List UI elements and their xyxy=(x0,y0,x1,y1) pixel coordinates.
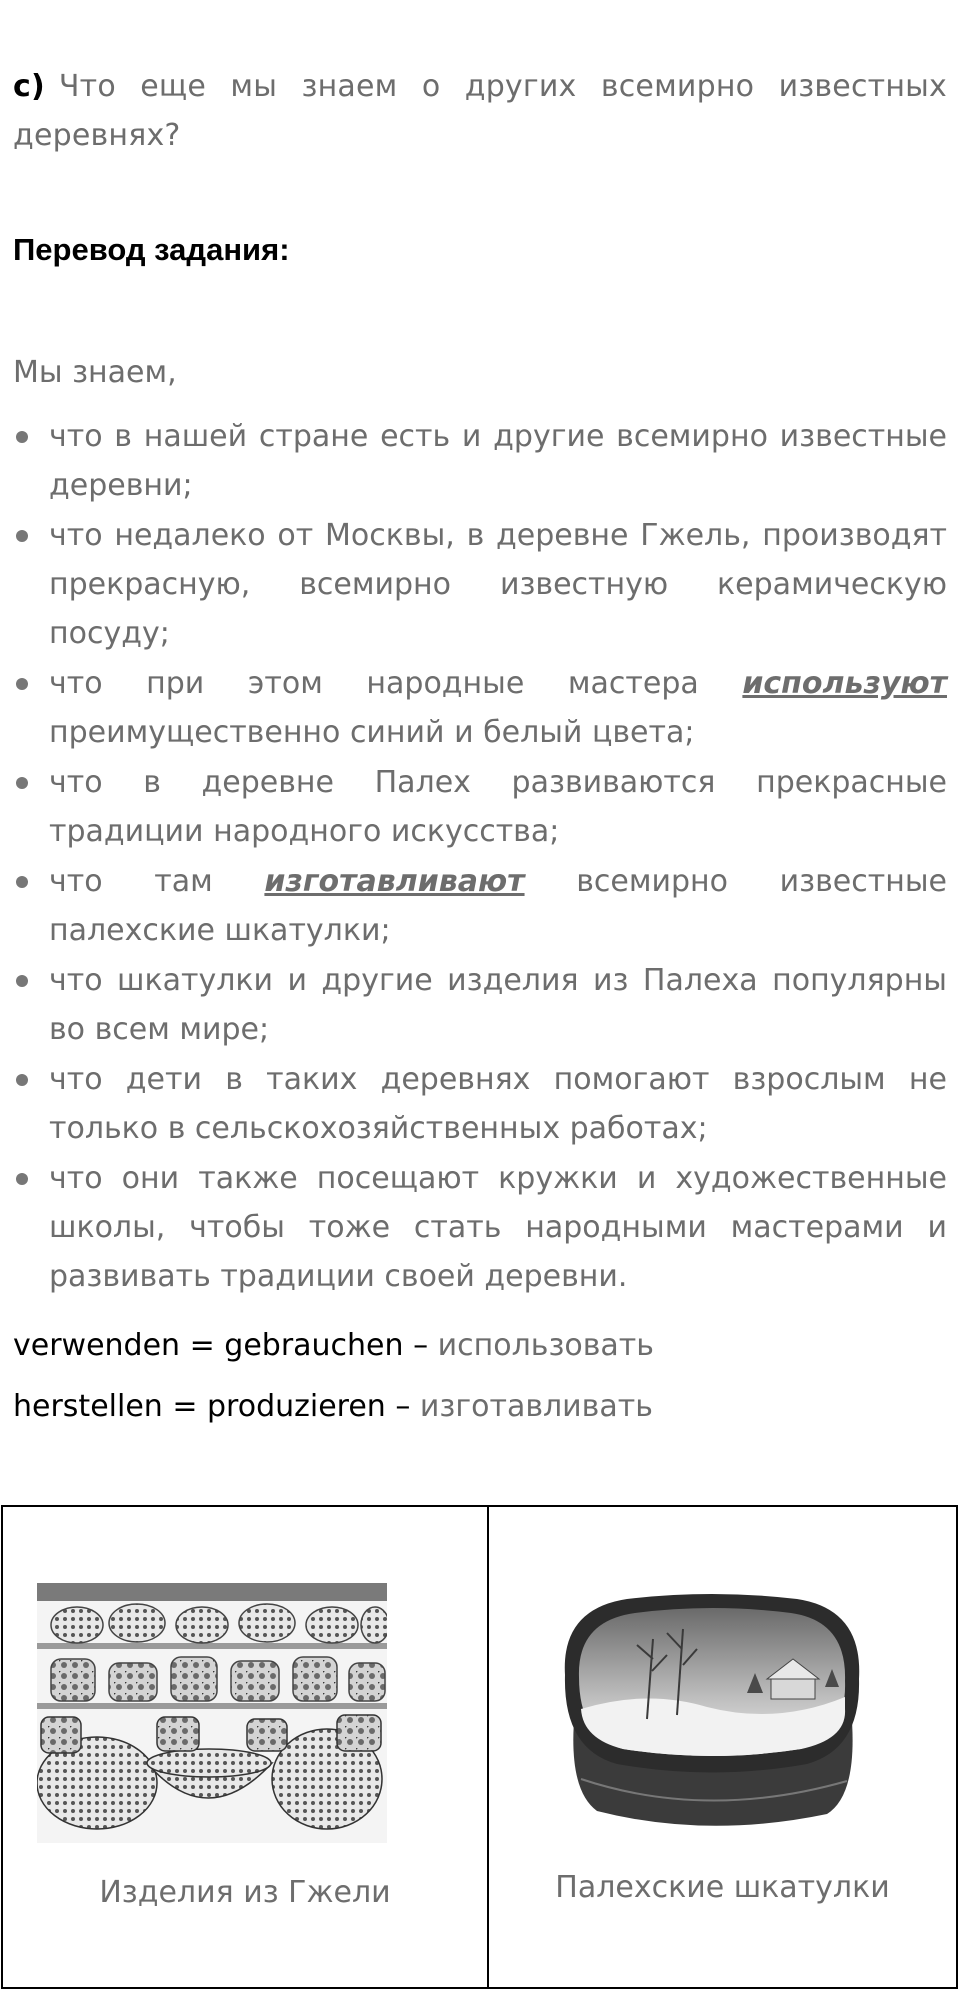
section-title: Перевод задания: xyxy=(13,232,290,267)
image-cell-palekh xyxy=(489,1507,956,1987)
list-item: что недалеко от Москвы, в деревне Гжель, производят прекрасную, всемирно известную керамическую посуду; xyxy=(13,511,947,658)
list-item: что в нашей стране есть и другие всемирно известные деревни; xyxy=(13,412,947,510)
vocab-line-verwenden: verwenden = gebrauchen – использовать xyxy=(13,1328,654,1363)
image-table xyxy=(1,1505,958,1989)
question-marker: c) xyxy=(13,69,45,104)
highlighted-verb: изготавливают xyxy=(264,864,525,899)
list-item: что в деревне Палех развиваются прекрасные традиции народного искусства; xyxy=(13,758,947,856)
caption-palekh: Палехские шкатулки xyxy=(555,1870,890,1905)
list-item: что дети в таких деревнях помогают взрослым не только в сельскохозяйственных работах; xyxy=(13,1055,947,1153)
facts-list xyxy=(13,412,947,1302)
caption-gzhel: Изделия из Гжели xyxy=(99,1875,391,1910)
highlighted-verb: используют xyxy=(742,666,947,701)
image-cell-gzhel xyxy=(3,1507,489,1987)
list-item: что там изготавливают всемирно известные палехские шкатулки; xyxy=(13,857,947,955)
question-c xyxy=(13,62,947,160)
vocab-line-herstellen: herstellen = produzieren – изготавливать xyxy=(13,1389,653,1424)
list-item: что шкатулки и другие изделия из Палеха популярны во всем мире; xyxy=(13,956,947,1054)
list-item: что они также посещают кружки и художественные школы, чтобы тоже стать народными мастерами и развивать традиции своей деревни. xyxy=(13,1154,947,1301)
intro-text: Мы знаем, xyxy=(13,355,177,390)
lacquer-box-photo-icon xyxy=(557,1589,867,1839)
question-text: Что еще мы знаем о других всемирно известных деревнях? xyxy=(13,69,947,153)
pottery-photo-icon xyxy=(37,1583,387,1843)
list-item: что при этом народные мастера используют преимущественно синий и белый цвета; xyxy=(13,659,947,757)
